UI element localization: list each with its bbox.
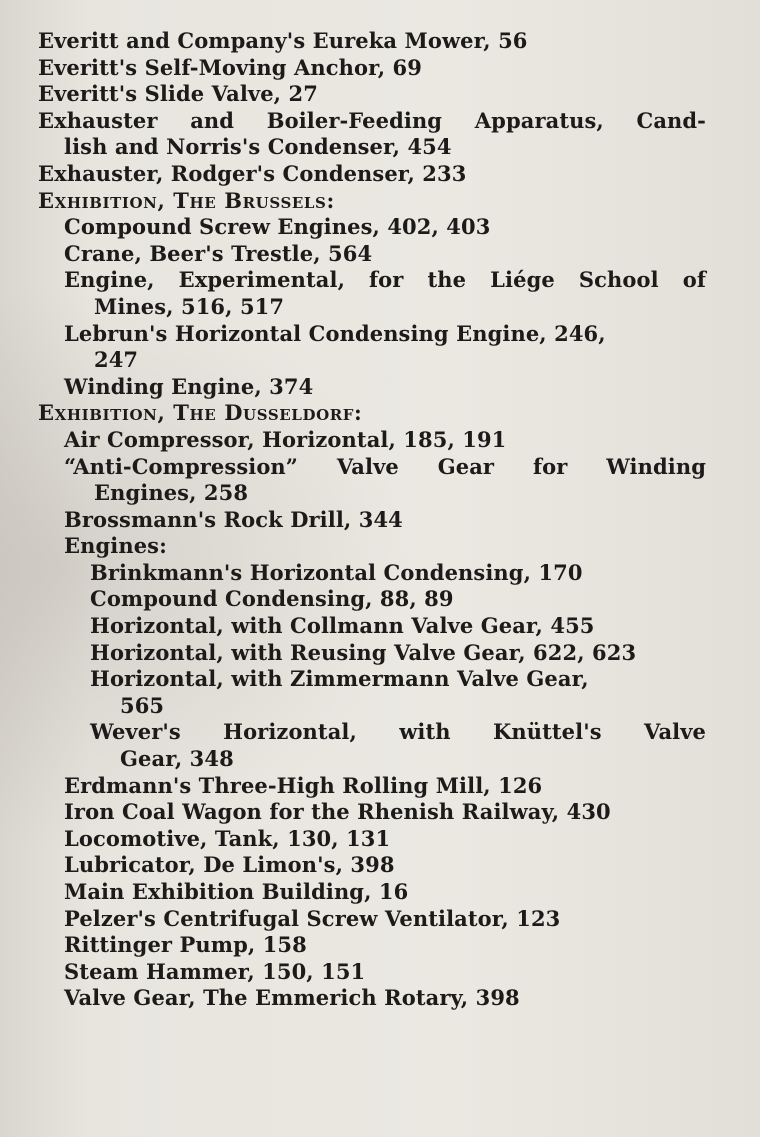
entry-text-justified: “Anti-Compression” Valve Gear for Winding bbox=[64, 453, 706, 479]
entry-text: Compound Screw Engines, 402, 403 bbox=[64, 214, 491, 240]
index-entry bbox=[0, 81, 760, 108]
index-entry bbox=[0, 507, 760, 534]
index-heading bbox=[0, 188, 760, 215]
entry-text: Exhibition, The Dusseldorf: bbox=[38, 400, 363, 426]
index-entry bbox=[0, 773, 760, 800]
index-entry bbox=[0, 533, 760, 560]
index-entry bbox=[0, 374, 760, 401]
index-entry bbox=[0, 454, 760, 507]
entry-continuation: lish and Norris's Condenser, 454 bbox=[64, 134, 452, 160]
index-entry bbox=[0, 666, 760, 719]
index-entry bbox=[0, 640, 760, 667]
index-list bbox=[0, 28, 760, 1012]
index-heading bbox=[0, 400, 760, 427]
entry-text: Brinkmann's Horizontal Condensing, 170 bbox=[90, 559, 583, 585]
entry-text: Exhibition, The Brussels: bbox=[38, 187, 335, 213]
entry-text: Exhauster, Rodger's Condenser, 233 bbox=[38, 160, 467, 186]
entry-text bbox=[0, 719, 760, 746]
entry-text: Valve Gear, The Emmerich Rotary, 398 bbox=[64, 985, 520, 1011]
index-entry bbox=[0, 906, 760, 933]
index-entry bbox=[0, 959, 760, 986]
entry-text: Locomotive, Tank, 130, 131 bbox=[64, 825, 391, 851]
entry-text: Rittinger Pump, 158 bbox=[64, 932, 307, 958]
entry-text: Everitt's Slide Valve, 27 bbox=[38, 81, 318, 107]
entry-text: Horizontal, with Reusing Valve Gear, 622, 623 bbox=[90, 639, 637, 665]
index-entry bbox=[0, 214, 760, 241]
entry-continuation: Engines, 258 bbox=[94, 480, 249, 506]
entry-continuation: 565 bbox=[120, 692, 165, 718]
entry-text: Pelzer's Centrifugal Screw Ventilator, 123 bbox=[64, 905, 561, 931]
index-entry bbox=[0, 427, 760, 454]
entry-text: Engines: bbox=[64, 533, 167, 559]
entry-text: Everitt and Company's Eureka Mower, 56 bbox=[38, 28, 528, 53]
entry-continuation: Mines, 516, 517 bbox=[94, 293, 285, 319]
entry-text: Steam Hammer, 150, 151 bbox=[64, 958, 366, 984]
entry-text: Horizontal, with Collmann Valve Gear, 455 bbox=[90, 613, 595, 639]
entry-continuation: 247 bbox=[94, 347, 139, 373]
entry-text bbox=[0, 267, 760, 294]
index-entry bbox=[0, 321, 760, 374]
entry-text: Main Exhibition Building, 16 bbox=[64, 879, 409, 904]
index-entry bbox=[0, 719, 760, 772]
entry-text: Lubricator, De Limon's, 398 bbox=[64, 852, 395, 878]
index-entry bbox=[0, 241, 760, 268]
index-entry bbox=[0, 108, 760, 161]
index-entry bbox=[0, 55, 760, 82]
entry-text bbox=[0, 454, 760, 481]
index-entry bbox=[0, 985, 760, 1012]
index-entry bbox=[0, 267, 760, 320]
entry-text-justified: Exhauster and Boiler-Feeding Apparatus, Cand- bbox=[38, 107, 706, 133]
index-entry bbox=[0, 852, 760, 879]
index-entry bbox=[0, 826, 760, 853]
entry-text: Brossmann's Rock Drill, 344 bbox=[64, 506, 403, 532]
index-entry bbox=[0, 586, 760, 613]
entry-text: Horizontal, with Zimmermann Valve Gear, bbox=[90, 666, 589, 692]
entry-text: Crane, Beer's Trestle, 564 bbox=[64, 240, 373, 266]
entry-text: Erdmann's Three-High Rolling Mill, 126 bbox=[64, 772, 543, 798]
index-entry bbox=[0, 879, 760, 906]
entry-text: Winding Engine, 374 bbox=[64, 373, 314, 399]
entry-text: Everitt's Self-Moving Anchor, 69 bbox=[38, 54, 422, 80]
index-entry bbox=[0, 613, 760, 640]
index-entry bbox=[0, 560, 760, 587]
entry-text: Compound Condensing, 88, 89 bbox=[90, 586, 454, 612]
entry-continuation: Gear, 348 bbox=[120, 746, 234, 772]
index-entry bbox=[0, 799, 760, 826]
entry-text-justified: Wever's Horizontal, with Knüttel's Valve bbox=[90, 719, 706, 745]
index-entry bbox=[0, 932, 760, 959]
entry-text: Air Compressor, Horizontal, 185, 191 bbox=[64, 426, 507, 452]
index-entry bbox=[0, 28, 760, 55]
entry-text: Lebrun's Horizontal Condensing Engine, 246, bbox=[64, 320, 606, 346]
entry-text-justified: Engine, Experimental, for the Liége School of bbox=[64, 267, 706, 293]
entry-text bbox=[0, 108, 760, 135]
entry-text: Iron Coal Wagon for the Rhenish Railway, 430 bbox=[64, 799, 611, 825]
index-entry bbox=[0, 161, 760, 188]
